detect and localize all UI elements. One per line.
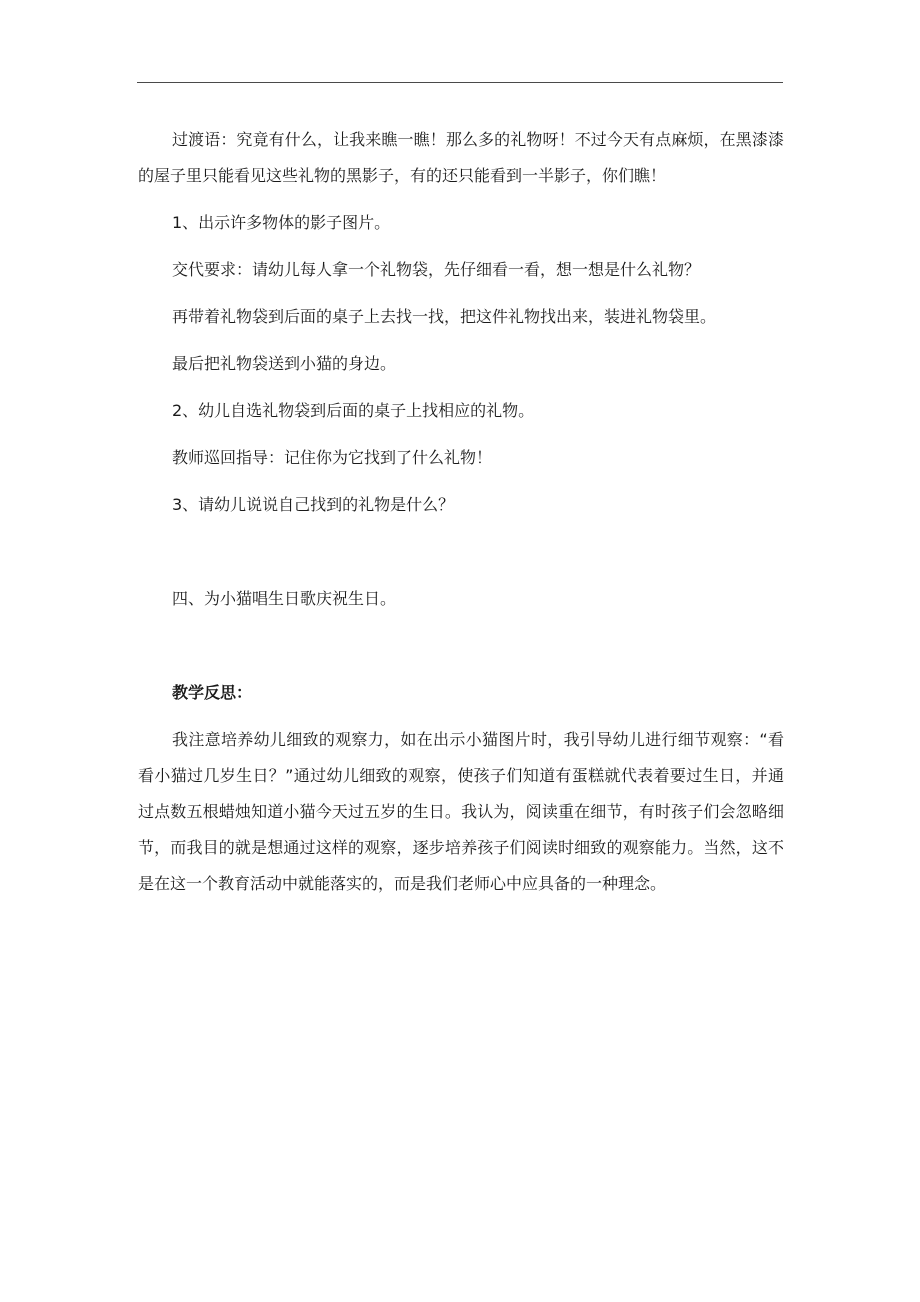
reflection-paragraph: 我注意培养幼儿细致的观察力，如在出示小猫图片时，我引导幼儿进行细节观察：“看看小猫过几岁生日？”通过幼儿细致的观察，使孩子们知道有蛋糕就代表着要过生日，并通过点数五根蜡烛知道小猫今天过五岁的生日。我认为，阅读重在细节，有时孩子们会忽略细节，而我目的就是想通过这样的观察，逐步培养孩子们阅读时细致的观察能力。当然，这不是在这一个教育活动中就能落实的，而是我们老师心中应具备的一种理念。	[138, 730, 784, 893]
step-line-2: 交代要求：请幼儿每人拿一个礼物袋，先仔细看一看，想一想是什么礼物？	[172, 260, 701, 279]
intro-paragraph: 过渡语：究竟有什么，让我来瞧一瞧！那么多的礼物呀！不过今天有点麻烦，在黑漆漆的屋子里只能看见这些礼物的黑影子，有的还只能看到一半影子，你们瞧！	[138, 130, 784, 185]
header-rule	[137, 82, 783, 83]
step-line-7: 3、请幼儿说说自己找到的礼物是什么？	[172, 495, 455, 514]
activity-steps	[138, 205, 784, 523]
section-spacer	[138, 523, 784, 581]
reflection-heading: 教学反思：	[172, 683, 253, 702]
step-line-5: 2、幼儿自选礼物袋到后面的桌子上找相应的礼物。	[172, 401, 535, 420]
section-four-line: 四、为小猫唱生日歌庆祝生日。	[172, 589, 397, 608]
section-spacer	[138, 617, 784, 675]
step-line-6: 教师巡回指导：记住你为它找到了什么礼物！	[172, 448, 493, 467]
document-body	[138, 122, 784, 902]
step-line-1: 1、出示许多物体的影子图片。	[172, 213, 391, 232]
step-line-4: 最后把礼物袋送到小猫的身边。	[172, 354, 397, 373]
step-line-3: 再带着礼物袋到后面的桌子上去找一找，把这件礼物找出来，装进礼物袋里。	[172, 307, 717, 326]
